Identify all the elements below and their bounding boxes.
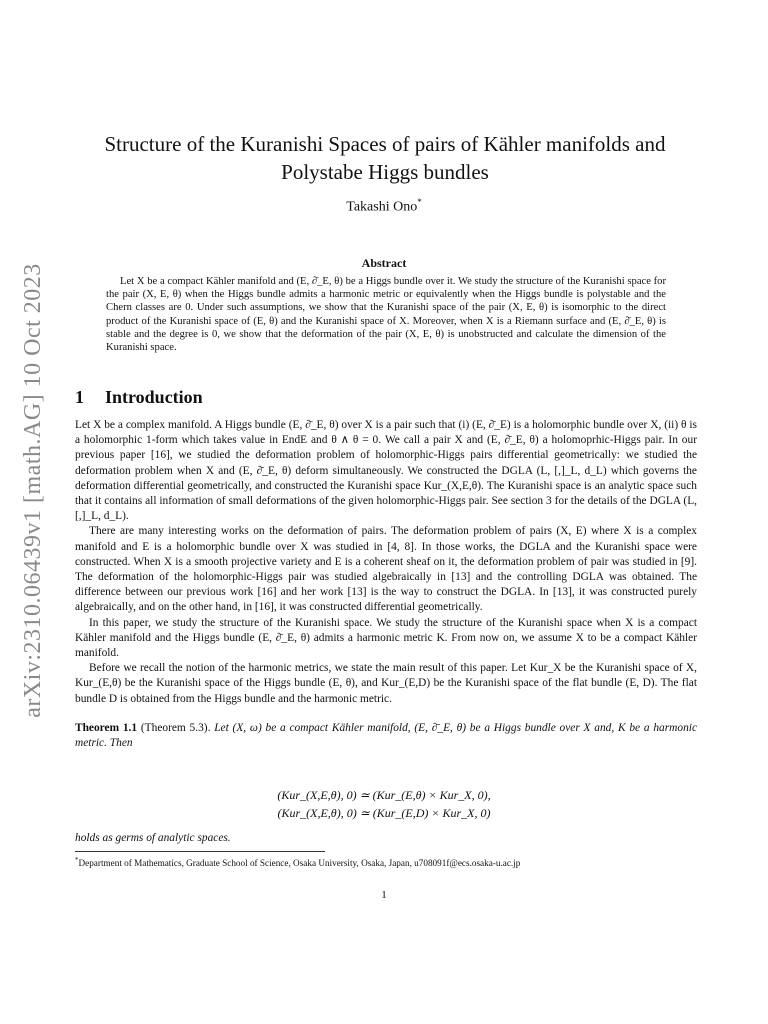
arxiv-stamp — [14, 262, 52, 718]
title-line-2: Polystabe Higgs bundles — [281, 160, 489, 184]
theorem-label: Theorem 1.1 — [75, 722, 138, 734]
theorem-tail: holds as germs of analytic spaces. — [75, 832, 231, 844]
footnote-text: Department of Mathematics, Graduate School of Science, Osaka University, Osaka, Japan, u708091f@ecs.osaka-u.ac.jp — [78, 858, 521, 869]
paragraph-1: Let X be a complex manifold. A Higgs bundle (E, ∂̄_E, θ) over X is a pair such that (i) (E, ∂̄_E) is a holomorphic bundle over X, (ii) θ is a holomorphic 1-form which takes value in EndE and θ ∧ θ = 0. We call a pair X and (E, ∂̄_E, θ) a holomoprhic-Higgs pair. In our previous paper [16], we studied the deformation problem of holomorphic-Higgs pairs differential geometrically: we studied the deformation problem when X and (E, ∂̄_E, θ) deform simultaneously. We constructed the DGLA (L, [,]_L, d_L) which governs the deformation differential geometrically, and constructed the Kuranishi space Kur_(X,E,θ). The Kuranishi space is an analytic space such that it contains all information of small deformations of the given holomorphic-Higgs pair. See section 3 for the details of the DGLA (L, [,]_L, d_L). — [75, 419, 697, 523]
abstract-text: Let X be a compact Kähler manifold and (E, ∂̄_E, θ) be a Higgs bundle over it. We study the structure of the Kuranishi space for the pair (X, E, θ) when the Higgs bundle admits a harmonic metric or equivalently when the Higgs bundle is polystable and the Chern classes are 0. Under such assumptions, we show that the Kuranishi space of the pair (X, E, θ) is isomorphic to the direct product of the Kuranishi space of (E, θ) and the Kuranishi space of X. Moreover, when X is a Riemann surface and (E, ∂̄_E, θ) is stable and the degree is 0, we show that the deformation of the pair (X, E, θ) is unobstructed and calculate the dimension of the Kuranishi space. — [106, 276, 666, 354]
section-title: Introduction — [105, 387, 203, 407]
author-name: Takashi Ono — [346, 199, 418, 215]
paragraph-4: Before we recall the notion of the harmonic metrics, we state the main result of this paper. Let Kur_X be the Kuranishi space of X, Kur_(E,θ) be the Kuranishi space of the Higgs bundle (E, θ), and Kur_(E,D) be the Kuranishi space of the flat bundle (E, D). The flat bundle D is obtained from the Higgs bundle and the harmonic metric. — [75, 662, 697, 705]
abstract-heading: Abstract — [361, 256, 407, 270]
page-number: 1 — [381, 889, 387, 901]
footnote-rule — [75, 851, 325, 852]
theorem-statement: Let (X, ω) be a compact Kähler manifold, (E, ∂̄_E, θ) be a Higgs bundle over X and, K be a harmonic metric. Then — [75, 722, 697, 750]
equation-1: (Kur_(X,E,θ), 0) ≃ (Kur_(E,θ) × Kur_X, 0), — [277, 788, 491, 802]
theorem-block — [75, 721, 697, 751]
author — [0, 197, 768, 216]
intro-body — [75, 418, 697, 707]
equation-2: (Kur_(X,E,θ), 0) ≃ (Kur_(E,D) × Kur_X, 0) — [277, 806, 491, 820]
footnote-mark: * — [75, 856, 79, 864]
section-number: 1 — [75, 387, 84, 407]
title-line-1: Structure of the Kuranishi Spaces of pairs of Kähler manifolds and — [104, 132, 666, 156]
author-footnote-mark: * — [417, 197, 422, 207]
paragraph-3: In this paper, we study the structure of the Kuranishi space. We study the structure of the Kuranishi space when X is a compact Kähler manifold and the Higgs bundle (E, ∂̄_E, θ) admits a harmonic metric K. From now on, we assume X to be a compact Kähler manifold. — [75, 616, 697, 660]
paper-title — [60, 130, 710, 186]
theorem-ref[interactable]: (Theorem 5.3). — [140, 722, 211, 734]
arxiv-stamp-text: arXiv:2310.06439v1 [math.AG] 10 Oct 2023 — [19, 262, 46, 718]
section-heading — [75, 387, 203, 408]
footnote — [75, 856, 520, 868]
paragraph-2: There are many interesting works on the deformation of pairs. The deformation problem of pairs (X, E) where X is a complex manifold and E is a holomorphic bundle over X was studied in [4, 8]. In those works, the DGLA and the Kuranishi space were constructed. When X is a smooth projective variety and E is a coherent sheaf on it, the deformation problem of pair was studied in [9]. The deformation of the holomorphic-Higgs pair was studied algebraically in [13] and the controlling DGLA was obtained. The difference between our previous work [16] and her work [13] is the way to construct the DGLA. In [13], it was constructed purely algebraically, and on the other hand, in [16], it was constructed differential geometrically. — [75, 525, 697, 614]
